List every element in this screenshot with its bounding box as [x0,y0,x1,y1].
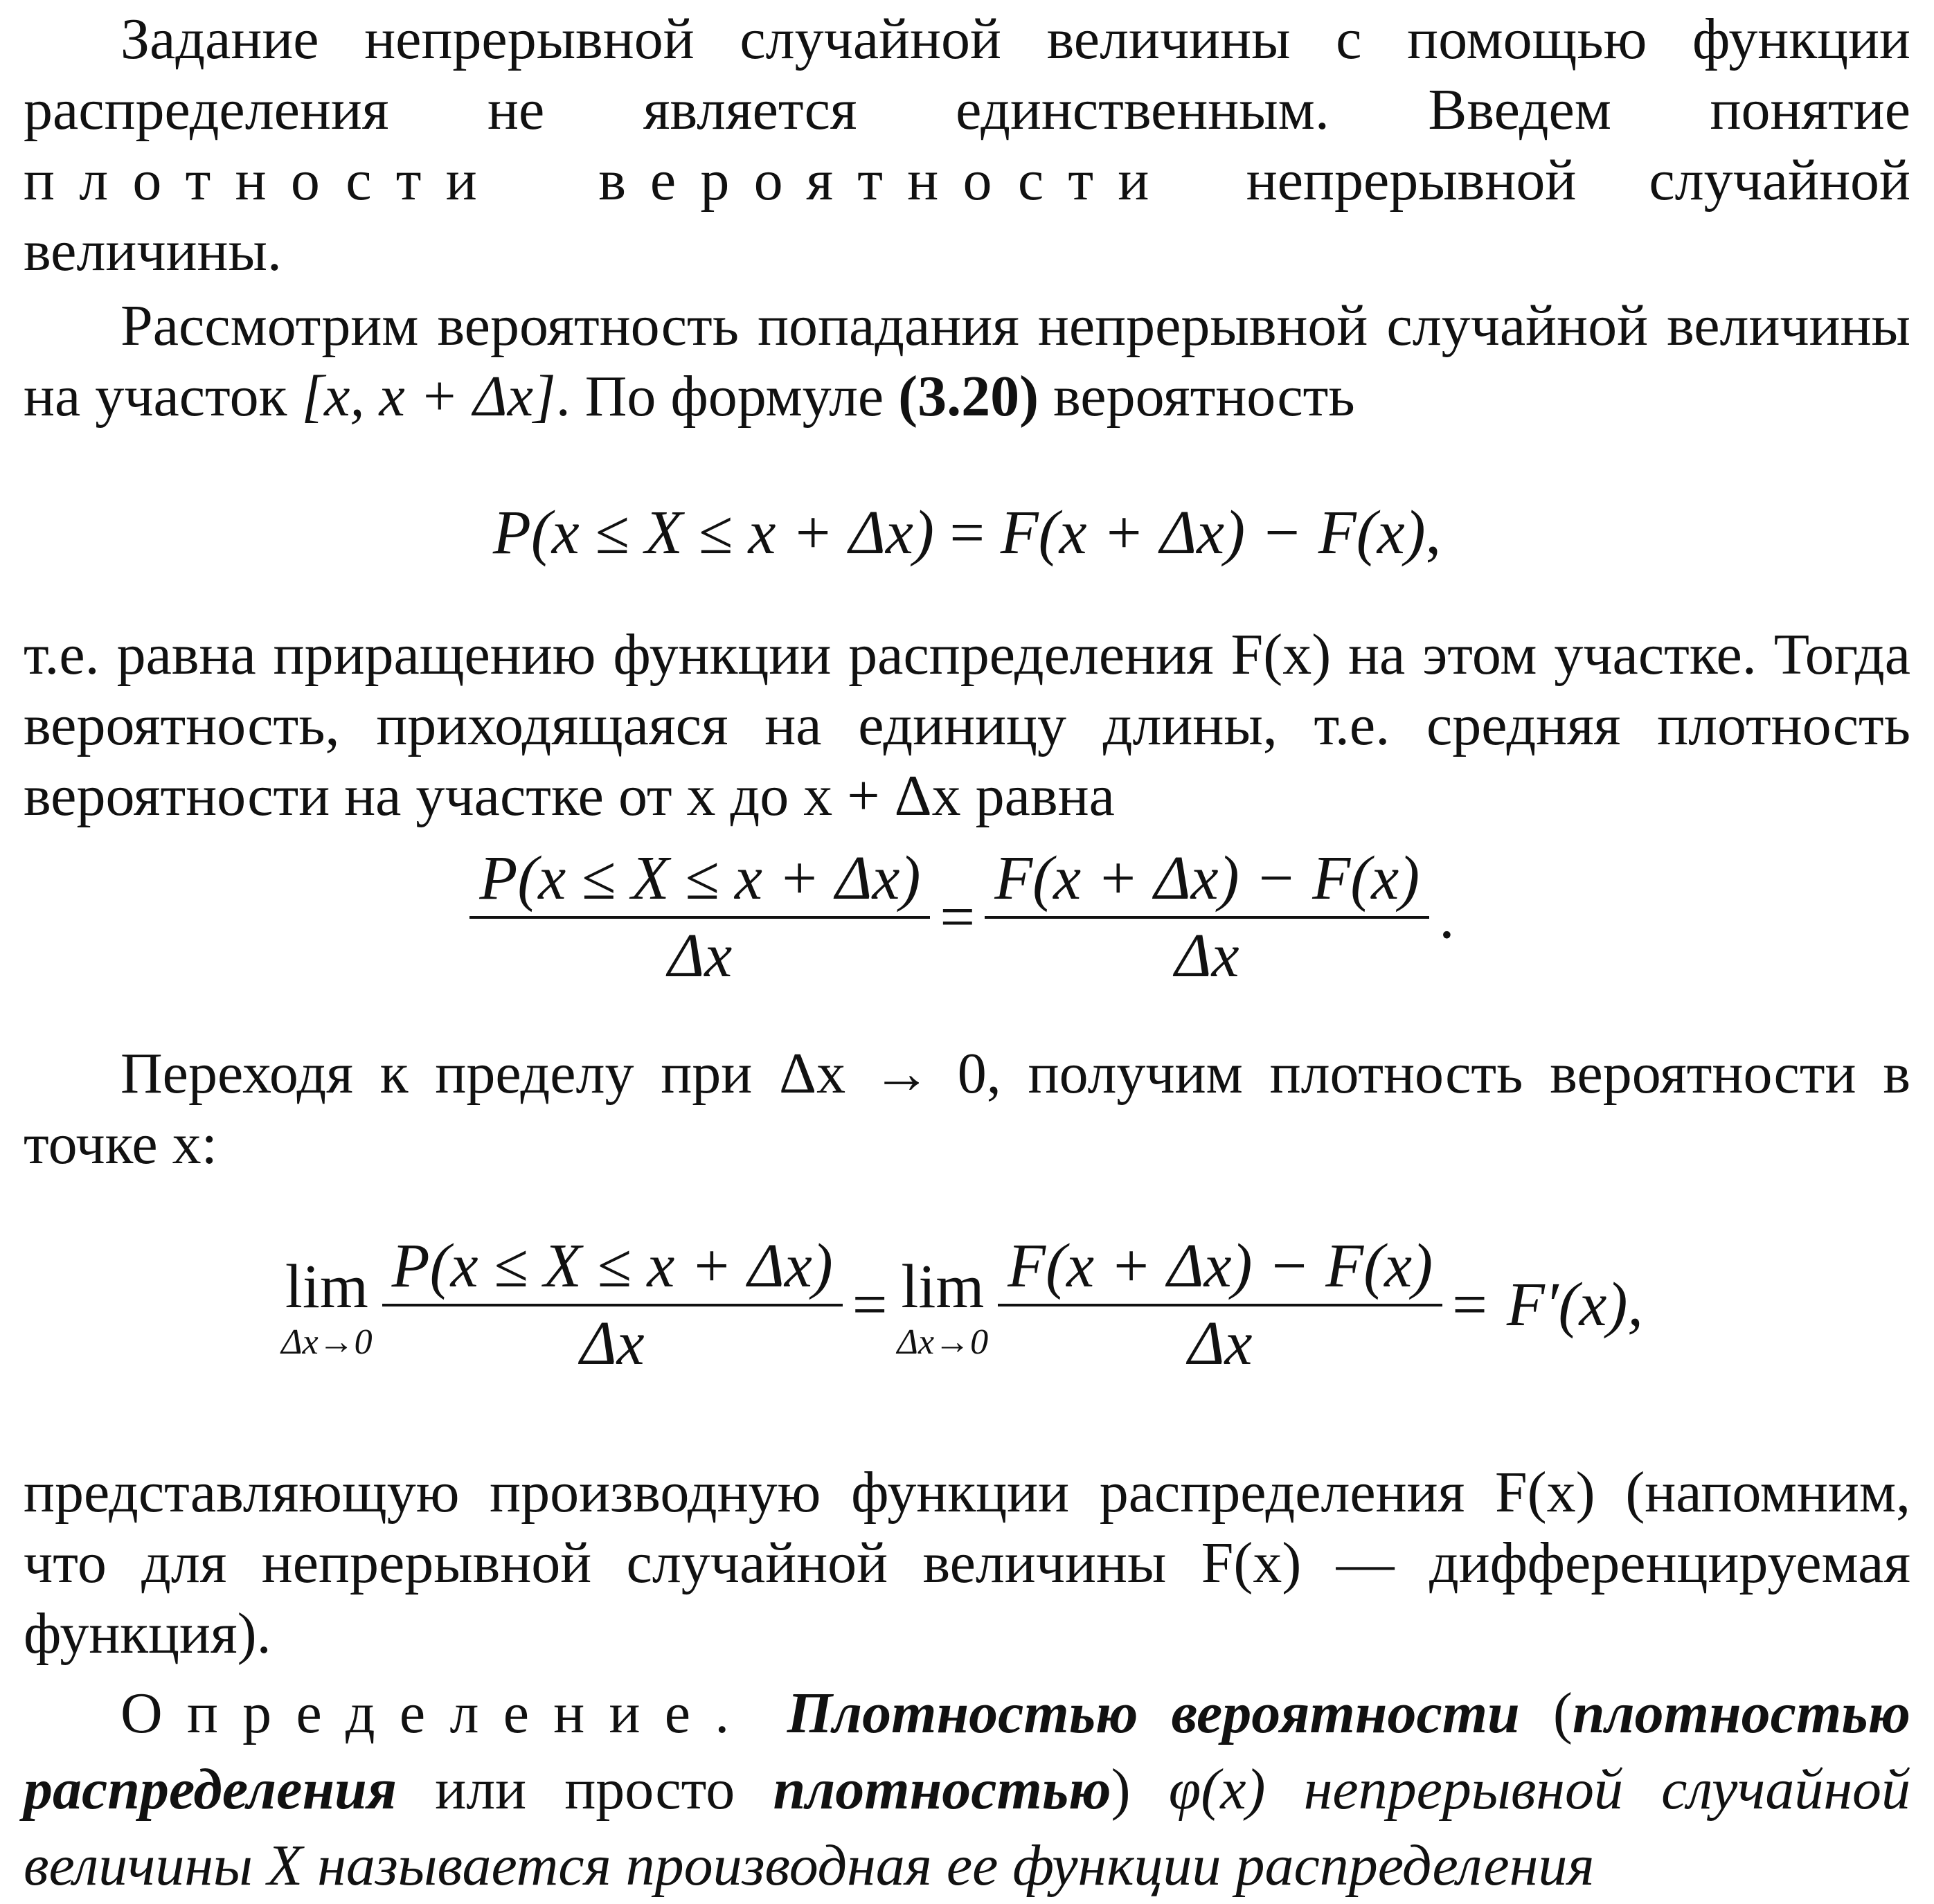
formula-average-density [0,841,1934,994]
paragraph5-text: представляющую производную функции распределения F(x) (напомним, что для непрерывной случайной величины F(x) — дифференцируемая функция). [24,1460,1910,1666]
limit-fraction1-numerator: P(x ≤ X ≤ x + Δx) [382,1229,843,1306]
intro-end-text: непрерывной случайной величины. [24,148,1910,283]
paragraph2-text-c: вероятность [1039,364,1355,429]
definition-phi: φ(x) [1168,1757,1266,1822]
formula1-lhs: P(x ≤ X ≤ x + Δx) [492,499,934,567]
formula-probability-increment [0,495,1934,571]
derivative-result: F′(x), [1506,1270,1643,1339]
formula2-equals: = [940,883,976,951]
limit2-word: lim [901,1252,985,1321]
definition-label: Определение. [120,1681,754,1745]
interval-expression: [x, x + Δx] [301,364,556,429]
definition-term-distribution-density: плотностью распределения [24,1681,1910,1822]
formula-reference: (3.20) [898,364,1039,429]
paragraph-limit [24,1039,1910,1180]
formula2-period: . [1439,883,1455,951]
formula1-comma: , [1425,499,1442,567]
limit-fraction2-numerator: F(x + Δx) − F(x) [998,1229,1442,1306]
fraction2-denominator: Δx [1174,922,1239,990]
limit-1 [281,1252,373,1363]
paragraph-probability-interval [24,291,1910,432]
paragraph2-text-b: . По формуле [555,364,899,429]
limit-fraction-1 [382,1229,843,1381]
limit-2 [897,1252,989,1363]
paragraph4-text: Переходя к пределу при Δx → 0, получим плотность вероятности в точке x: [24,1041,1910,1176]
formula3-equals-1: = [852,1270,888,1339]
limit-fraction-2 [998,1229,1442,1381]
limit2-subscript: Δx→0 [897,1322,989,1362]
paragraph2-text-a: Рассмотрим вероятность попадания непрерывной случайной величины на участок [24,294,1910,429]
formula1-rhs: F(x + Δx) − F(x) [1000,499,1426,567]
definition-paren-close: ) [1111,1757,1169,1822]
definition-term-density: Плотностью вероятности [787,1681,1520,1745]
fraction2-numerator: F(x + Δx) − F(x) [985,841,1429,919]
paragraph3-text: т.е. равна приращению функции распределения F(x) на этом участке. Тогда вероятность, приходящаяся на единицу длины, т.е. средняя плотность вероятности на участке от x до x + Δx равна [24,622,1910,828]
definition-paren-open: ( [1519,1681,1573,1745]
limit1-subscript: Δx→0 [281,1322,373,1362]
intro-text: Задание непрерывной случайной величины с помощью функции распределения не является единственным. Введем понятие [24,7,1910,142]
paragraph-intro [24,4,1910,287]
fraction-2 [985,841,1429,994]
formula-limit-derivative [0,1229,1934,1381]
term-density-spaced: плотности вероятности [24,148,1174,213]
definition-rest: непрерывной случайной величины X называется производная ее функции распределения [24,1757,1910,1898]
limit1-word: lim [285,1252,368,1321]
fraction-1 [469,841,930,994]
formula3-equals-2: = [1452,1270,1487,1339]
definition-term-simple: плотностью [773,1757,1111,1822]
limit-fraction1-denominator: Δx [580,1309,645,1378]
formula1-equals: = [949,499,985,567]
definition-mid-text: или просто [397,1757,773,1822]
fraction1-denominator: Δx [668,922,733,990]
paragraph-increment [24,620,1910,832]
limit-fraction2-denominator: Δx [1188,1309,1253,1378]
paragraph-definition [24,1676,1910,1904]
paragraph-derivative [24,1457,1910,1669]
fraction1-numerator: P(x ≤ X ≤ x + Δx) [469,841,930,919]
